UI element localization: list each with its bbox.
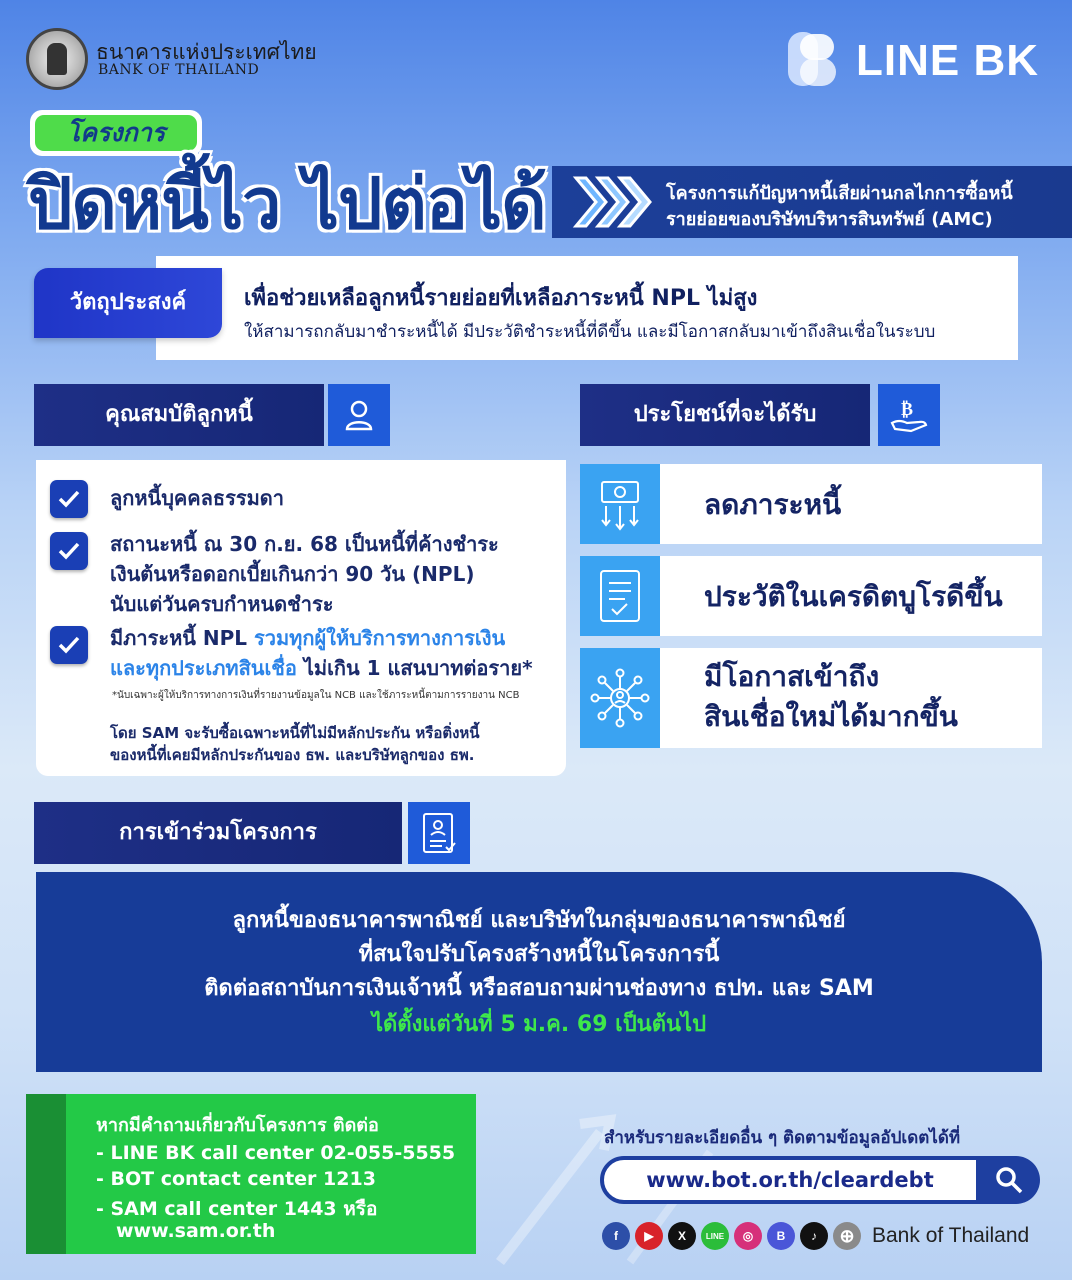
person-icon [328,384,390,446]
sam-note-line1: โดย SAM จะรับซื้อเฉพาะหนี้ที่ไม่มีหลักประกัน หรือติ่งหนี้ [110,724,480,742]
line-glyph: LINE [705,1231,725,1241]
x-icon[interactable] [668,1222,696,1250]
instagram-glyph: ◎ [742,1229,754,1243]
join-line1: ลูกหนี้ของธนาคารพาณิชย์ และบริษัทในกลุ่มของธนาคารพาณิชย์ [232,908,846,933]
form-icon [408,802,470,864]
hand-bitcoin-icon [878,384,940,446]
check-icon [50,480,88,518]
tiktok-glyph: ♪ [811,1229,817,1243]
qualification-footnote: *นับเฉพาะผู้ให้บริการทางการเงินที่รายงานข้อมูลใน NCB และใช้ภาระหนี้ตามการรายงาน NCB [112,690,520,701]
benefit-row-2 [580,556,1042,636]
benefit-1-text: ลดภาระหนี้ [704,488,842,521]
globe-glyph: ⊕ [839,1225,855,1246]
facebook-icon[interactable] [602,1222,630,1250]
qualification-item-2-line1: สถานะหนี้ ณ 30 ก.ย. 68 เป็นหนี้ที่ค้างชำระ [110,532,499,556]
money-down-icon [580,464,660,544]
bot-seal-logo [26,28,88,90]
contact-accent-bar [26,1094,66,1254]
qualification-item-2-line3: นับแต่วันครบกำหนดชำระ [110,592,334,616]
blockdit-icon[interactable] [767,1222,795,1250]
contact-sam: - SAM call center 1443 หรือ [96,1198,378,1220]
bot-name-english: BANK OF THAILAND [98,62,260,78]
network-icon [580,648,660,748]
youtube-icon[interactable] [635,1222,663,1250]
qualification-item-2-line2: เงินต้นหรือดอกเบี้ยเกินกว่า 90 วัน (NPL) [110,562,475,586]
url-link[interactable]: www.bot.or.th/cleardebt [600,1156,980,1204]
objective-line1: เพื่อช่วยเหลือลูกหนี้รายย่อยที่เหลือภาระหนี้ NPL ไม่สูง [244,286,758,311]
more-info-text: สำหรับรายละเอียดอื่น ๆ ติดตามข้อมูลอัปเดตได้ที่ [604,1128,961,1148]
sam-note-line2: ของหนี้ที่เคยมีหลักประกันของ ธพ. และบริษัทลูกของ ธพ. [110,746,475,764]
line-bk-logo-icon [786,30,838,88]
facebook-glyph: f [614,1229,618,1243]
page-title: ปิดหนี้ไว ไปต่อได้ [28,163,546,245]
join-line2: ที่สนใจปรับโครงสร้างหนี้ในโครงการนี้ [358,942,720,967]
qualifications-header: คุณสมบัติลูกหนี้ [34,384,324,446]
join-line3: ติดต่อสถาบันการเงินเจ้าหนี้ หรือสอบถามผ่านช่องทาง ธปท. และ SAM [204,976,874,1001]
line-bk-wordmark: LINE BK [856,36,1039,85]
benefit-row-1 [580,464,1042,544]
join-date: ได้ตั้งแต่วันที่ 5 ม.ค. 69 เป็นต้นไป [371,1012,707,1037]
benefit-3-line2: สินเชื่อใหม่ได้มากขึ้น [704,700,958,733]
bot-name-thai: ธนาคารแห่งประเทศไทย [96,40,317,64]
benefits-header: ประโยชน์ที่จะได้รับ [580,384,870,446]
benefit-2-text: ประวัติในเครดิตบูโรดีขึ้น [704,580,1003,613]
qualification-item-3-line1: มีภาระหนี้ NPL รวมทุกผู้ให้บริการทางการเงิน [110,626,506,650]
title-subtitle-line1: โครงการแก้ปัญหาหนี้เสียผ่านกลไกการซื้อหนี้ [666,183,1013,204]
objective-label: วัตถุประสงค์ [34,268,222,338]
contact-bot: - BOT contact center 1213 [96,1168,376,1190]
objective-line2: ให้สามารถกลับมาชำระหนี้ได้ มีประวัติชำระหนี้ที่ดีขึ้น และมีโอกาสกลับมาเข้าถึงสินเชื่อในระบบ [244,322,936,342]
chevrons-right-icon [572,172,652,232]
qualification-item-1: ลูกหนี้บุคคลธรรมดา [110,486,285,510]
title-subtitle-line2: รายย่อยของบริษัทบริหารสินทรัพย์ (AMC) [666,209,993,230]
contact-line-bk: - LINE BK call center 02-055-5555 [96,1142,456,1164]
globe-icon[interactable] [833,1222,861,1250]
contact-title: หากมีคำถามเกี่ยวกับโครงการ ติดต่อ [96,1115,379,1136]
join-header: การเข้าร่วมโครงการ [34,802,402,864]
benefit-3-line1: มีโอกาสเข้าถึง [704,660,880,693]
instagram-icon[interactable] [734,1222,762,1250]
search-icon[interactable] [978,1156,1040,1204]
blockdit-glyph: B [776,1229,786,1243]
qualification-item-3-line2: และทุกประเภทสินเชื่อ ไม่เกิน 1 แสนบาทต่อราย* [110,656,533,680]
footer-bank-name: Bank of Thailand [872,1224,1030,1247]
line-icon[interactable] [701,1222,729,1250]
svg-text:₿: ₿ [901,399,914,420]
youtube-glyph: ▶ [644,1229,654,1243]
contact-sam-web[interactable]: www.sam.or.th [116,1220,276,1242]
x-glyph: X [677,1229,686,1243]
tiktok-icon[interactable] [800,1222,828,1250]
benefit-row-3 [580,648,1042,748]
document-check-icon [580,556,660,636]
check-icon [50,532,88,570]
project-tag-label: โครงการ [35,115,197,151]
check-icon [50,626,88,664]
